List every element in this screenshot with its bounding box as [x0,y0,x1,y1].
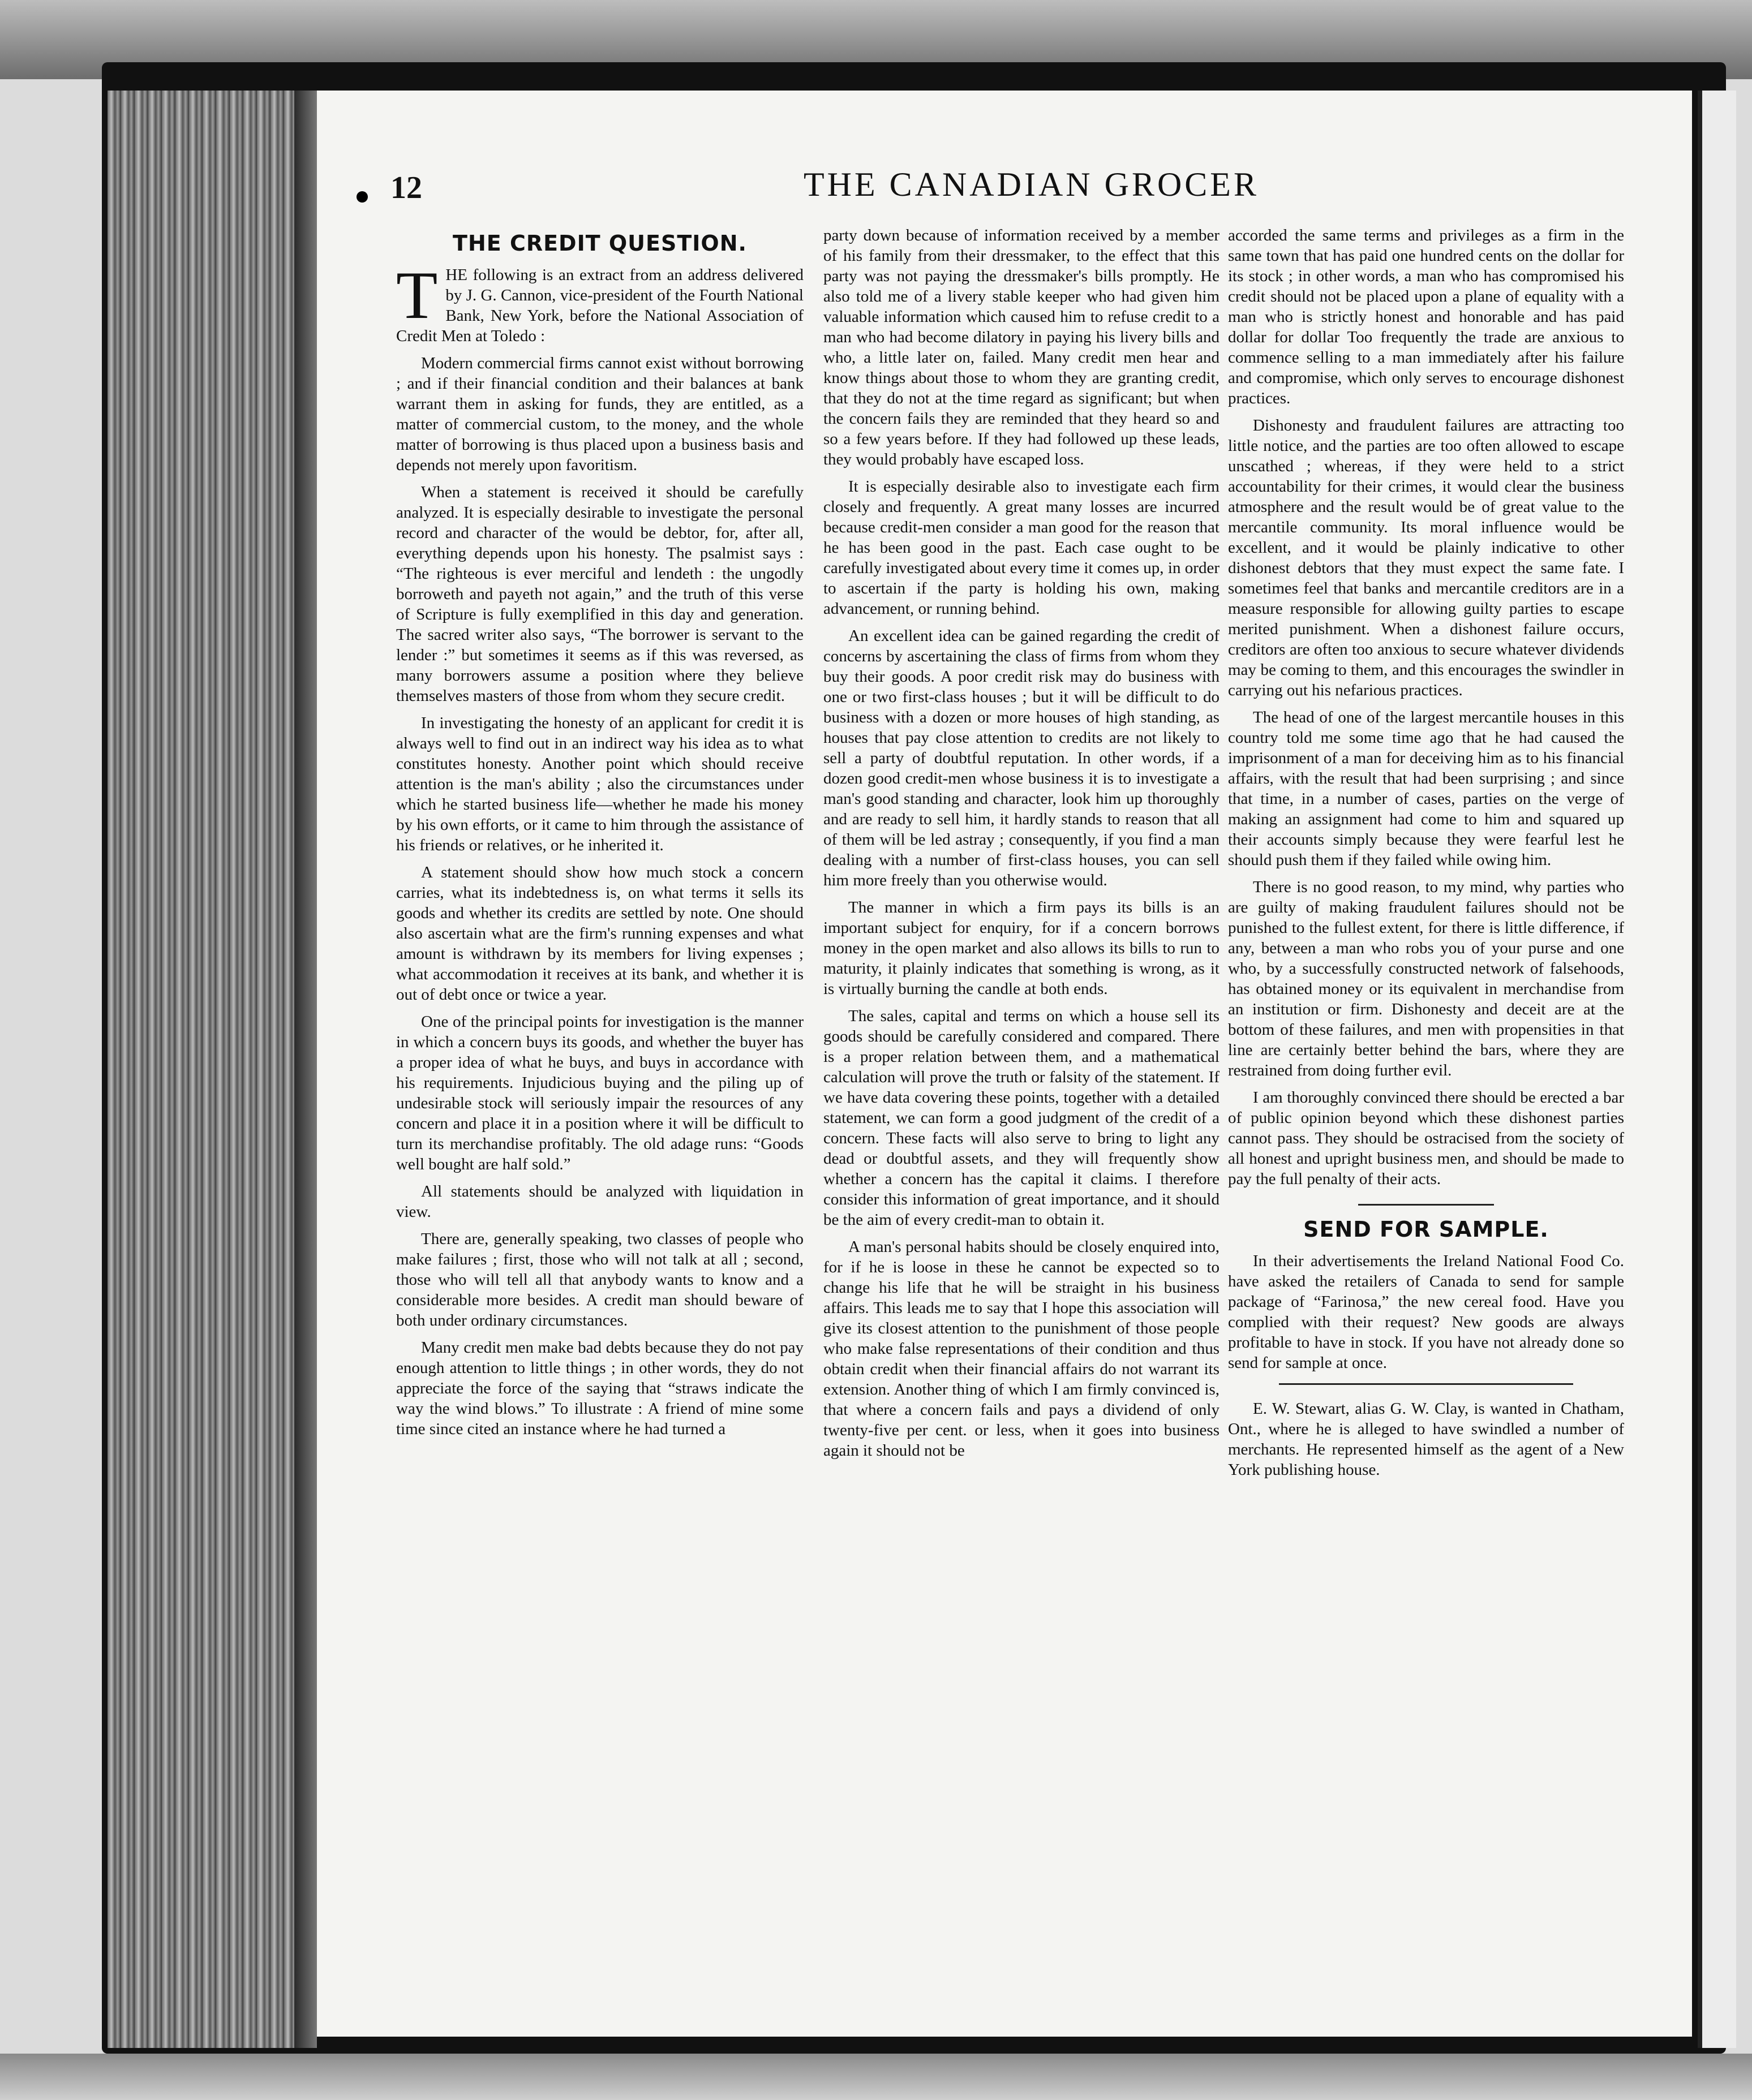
facing-page-edge [1698,91,1736,2048]
page-number: 12 [390,170,422,205]
sample-paragraph: In their advertisements the Ireland National Food Co. have asked the retailers of Canada to send for sample package of “Farinosa,” the new cereal food. Have you complied with their request? New goods are always profitable to have in stock. If you have not already done so send for sample at once. [1228,1252,1624,1372]
credit-question-headline: THE CREDIT QUESTION. [453,231,747,256]
col1-paragraph: In investigating the honesty of an applicant for credit it is always well to find out in an indirect way his idea as to what constitutes honesty. Another point which should receive attention is the man's ability ; also the circumstances under which he started business life—whether he made his money by his own efforts, or it came to him through the assistance of his friends or relatives, or he inherited it. [396,714,804,854]
scan-bottom-border [0,2054,1752,2100]
section-rule [1358,1204,1494,1206]
column-1 [396,226,804,1446]
gutter-shadow [294,91,317,2048]
col3-paragraph: I am thoroughly convinced there should be erected a bar of public opinion beyond which these dishonest parties cannot pass. They should be ostracised from the society of all honest and upright business men, and should be made to pay the full penalty of their acts. [1228,1088,1624,1188]
col2-paragraph: It is especially desirable also to investigate each firm closely and frequently. A great many losses are incurred because credit-men consider a man good for the reason that he has been good in the past. Each case ought to be carefully investigated about every time it comes up, in order to ascertain if the party is holding his own, making advancement, or running behind. [823,477,1219,618]
section-rule [1279,1383,1573,1385]
col1-paragraph: All statements should be analyzed with liquidation in view. [396,1182,804,1221]
drop-cap: T [396,257,438,333]
col1-paragraph: One of the principal points for investigation is the manner in which a concern buys its goods, and whether the buyer has a proper idea of what he buys, and buys in accordance with his requirements. Injudicious buying and the piling up of undesirable stock will seriously impair the resources of any concern and place it in a position where it will be difficult to turn its merchandise profitably. The old adage runs: “Goods well bought are half sold.” [396,1013,804,1173]
col2-paragraph: The manner in which a firm pays its bills is an important subject for enquiry, for if a concern borrows money in the open market and also allows its bills to run to maturity, it plainly indicates that something is wrong, as it is virtually burning the candle at both ends. [823,898,1219,998]
col2-paragraph: party down because of information received by a member of his family from their dressmaker, to the effect that this party was not paying the dressmaker's bills promptly. He also told me of a livery stable keeper who had given him valuable information which caused him to refuse credit to a man who had become dilatory in paying his livery bills and who, a little later on, failed. Many credit men hear and know things about those to whom they are granting credit, that they do not at the time regard as significant; but when the concern fails they are reminded that they heard so and so a few years before. If they had followed up these leads, they would probably have escaped loss. [823,226,1219,468]
col3-paragraph: accorded the same terms and privileges as a firm in the same town that has paid one hundred cents on the dollar for its stock ; in other words, a man who has compromised his credit should not be placed upon a plane of equality with a man who is strictly honest and honorable and has paid dollar for dollar Too frequently the trade are anxious to commence selling to a man immediately after his failure and compromise, which only serves to encourage dishonest practices. [1228,226,1624,407]
col1-paragraph: Modern commercial firms cannot exist without borrowing ; and if their financial condition and their balances at bank warrant them in asking for funds, they are entitled, as a matter of commercial custom, to the money, and the whole matter of borrowing is thus placed upon a business basis and depends not merely upon favoritism. [396,354,804,474]
col3-paragraph: Dishonesty and fraudulent failures are attracting too little notice, and the parties are too often allowed to escape unscathed ; whereas, if they were held to a strict accountability for their crimes, it would clear the business atmosphere and the result would be of great value to the mercantile community. Its moral influence would be excellent, and it would be plainly indicative to other dishonest debtors that they must expect the same fate. I sometimes feel that banks and mercantile creditors are in a measure responsible for allowing guilty parties to escape merited punishment. When a dishonest failure occurs, creditors are often too anxious to secure whatever dividends may be coming to them, and this encourages the swindler in carrying out his nefarious practices. [1228,416,1624,699]
col2-paragraph: An excellent idea can be gained regarding the credit of concerns by ascertaining the class of firms from whom they buy their goods. A poor credit risk may do business with one or two first-class houses ; but it will be difficult to do business with a dozen or more houses of high standing, as houses that pay close attention to credits are not likely to sell a party of doubtful reputation. In other words, if a dozen good credit-men whose business it is to investigate a man's good standing and character, look him up thoroughly and are ready to sell him, it hardly stands to reason that all of them will be led astray ; consequently, if you find a man dealing with a number of first-class houses, you can sell him more freely than you otherwise would. [823,627,1219,889]
col3-paragraph: There is no good reason, to my mind, why parties who are guilty of making fraudulent failures should not be punished to the fullest extent, for there is little difference, if any, between a man who robs you of your purse and one who, by a successfully constructed network of falsehoods, has obtained money or its equivalent in merchandise from an institution or firm. Dishonesty and deceit are at the bottom of these failures, and men with propensities in that line are certainly better behind the bars, where they are restrained from doing further evil. [1228,878,1624,1079]
col2-paragraph: The sales, capital and terms on which a house sell its goods should be carefully considered and compared. There is a proper relation between them, and a mathematical calculation will prove the truth or falsity of the statement. If we have data covering these points, together with a detailed statement, we can form a good judgment of the credit of a concern. These facts will also serve to bring to light any dead or doubtful assets, and they will frequently show whether a concern has the capital it claims. I therefore consider this information of great importance, and it should be the aim of every credit-man to obtain it. [823,1007,1219,1229]
bullet-mark [357,191,368,203]
col1-paragraph: Many credit men make bad debts because they do not pay enough attention to little things ; in other words, they do not appreciate the force of the saying that “straws indicate the way the wind blows.” To illustrate : A friend of mine some time since cited an instance where he had turned a [396,1339,804,1438]
intro-text: HE following is an extract from an address delivered by J. G. Cannon, vice-president of the Fourth National Bank, New York, before the National Association of Credit Men at Toledo : [396,266,804,345]
col1-paragraph: A statement should show how much stock a concern carries, what its indebtedness is, on what terms it sells its goods and whether its credits are settled by note. One should also ascertain what are the firm's running expenses and what amount is withdrawn by its members for living expenses ; what accommodation it receives at its bank, and whether it is out of debt once or twice a year. [396,863,804,1004]
column-3 [1228,225,1624,1487]
col2-paragraph: A man's personal habits should be closely enquired into, for if he is loose in these he cannot be expected so to change his life that he will be straight in his business affairs. This leads me to say that I hope this association will give its closest attention to the punishment of those people who make false representations of their condition and thus obtain credit when their financial affairs do not warrant its extension. Another thing of which I am firmly convinced is, that where a concern fails and pays a dividend of only twenty-five per cent. or less, when it goes into business again it should not be [823,1238,1219,1460]
send-for-sample-headline: SEND FOR SAMPLE. [1303,1217,1549,1242]
column-2 [823,225,1219,1468]
col1-paragraph: There are, generally speaking, two classes of people who make failures ; first, those who will not talk at all ; second, those who will tell all that anybody wants to know and a considerable more besides. A credit man should beware of both under ordinary circumstances. [396,1230,804,1329]
stewart-notice: E. W. Stewart, alias G. W. Clay, is wanted in Chatham, Ont., where he is alleged to have swindled a number of merchants. He represented himself as the agent of a New York publishing house. [1228,1400,1624,1479]
article-intro [396,257,804,346]
col1-paragraph: When a statement is received it should be carefully analyzed. It is especially desirable to investigate the personal record and character of the would be debtor, for, after all, everything depends upon his honesty. The psalmist says : “The righteous is ever merciful and lendeth : the ungodly borroweth and payeth not again,” and the truth of this verse of Scripture is fully exemplified in this day and generation. The sacred writer also says, “The borrower is servant to the lender :” but sometimes it seems as if this was reversed, as many borrowers assume a position where they believe themselves masters of those from whom they secure credit. [396,483,804,705]
col3-paragraph: The head of one of the largest mercantile houses in this country told me some time ago that he had caused the imprisonment of a man for deceiving him as to his financial affairs, with the result that had been surprising ; and since that time, in a number of cases, parties on the verge of making an assignment had come to him and squared up their accounts simply because they were fearful lest he should push them if they failed while owing him. [1228,708,1624,869]
book-page-edges [108,91,311,2048]
publication-title: THE CANADIAN GROCER [804,166,1259,203]
